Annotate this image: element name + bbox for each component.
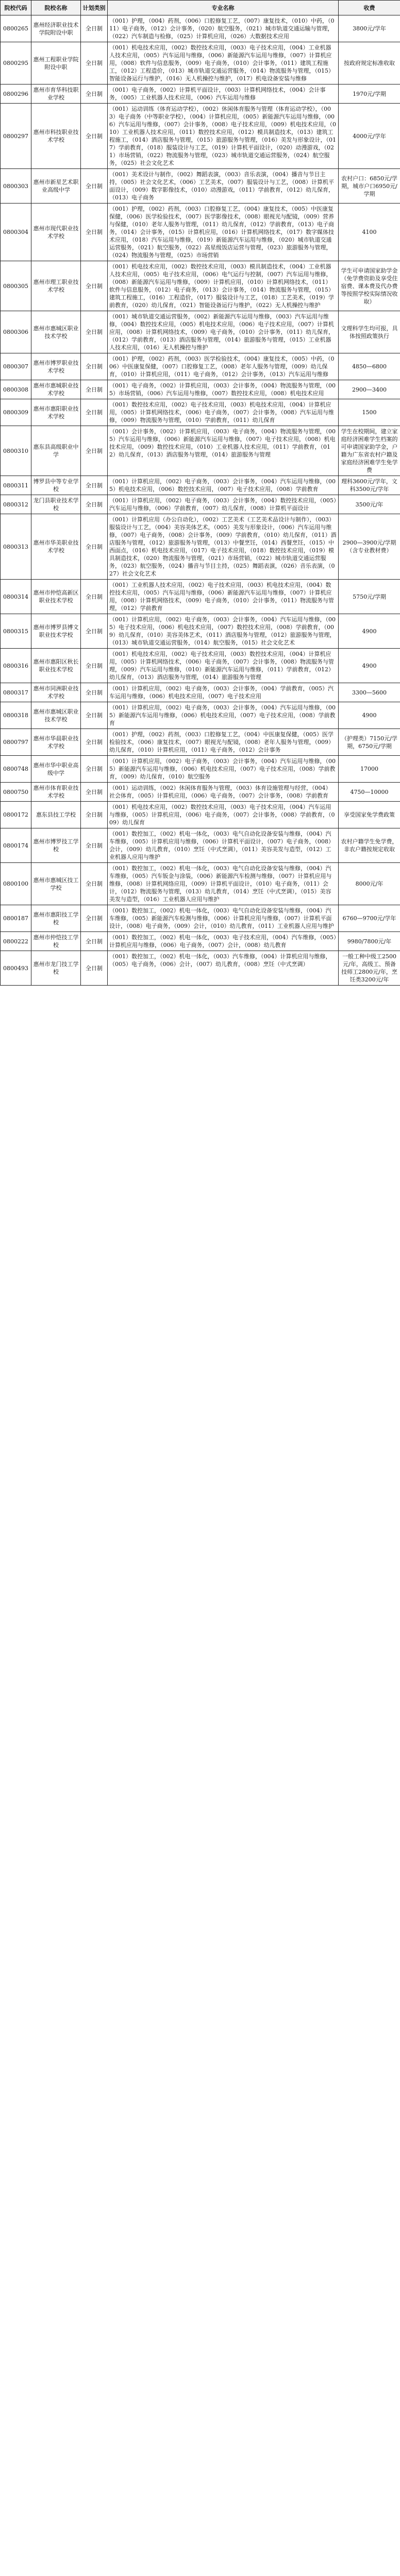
majors-cell: （001）计算机应用（办公自动化），（002）工艺美术（工艺美术品设计与制作），（003）服装设计与工艺，（004）美容美体艺术，（005）美发与形象设计，（006）汽车运用与维修，（007）电子商务，（008）会计事务，（009）学前教育，（010）幼儿保育，（011）酒店服务与管理，（012）旅游服务与管理，（013）中餐烹饪，（014）西餐烹饪，（015）中西面点，（016）机电技术应用，（017）电子技术应用，（018）数控技术应用，（019）模具制造技术，（020）物流服务与管理，（021）市场营销，（022）城市轨道交通运营服务，（023）航空服务，（024）播音与节目主持，（025）舞蹈表演，（026）音乐表演，（027）社会文化艺术: [108, 514, 339, 580]
table-row: [1, 495, 400, 514]
plan-type-cell: 全日制: [81, 951, 108, 986]
plan-type-cell: 全日制: [81, 261, 108, 311]
majors-cell: （001）数控加工，（002）机电一体化，（003）电气自动化设备安装与维修，（004）汽车维修，（005）新能源汽车检测与维修，（006）计算机应用与维修，（007）计算机平面设计，（008）电子商务，（009）会计，（010）幼儿教育，（011）工业机器人应用与维护: [108, 905, 339, 932]
fee-cell: 享受国家免学费政策: [339, 802, 400, 828]
school-code-cell: 0800297: [1, 104, 31, 169]
school-name-cell: 惠州市华美职业技术学校: [31, 514, 81, 580]
majors-cell: （001）电子商务，（002）计算机平面设计，（003）计算机网络技术，（004）会计事务，（005）工业机器人技术应用，（006）汽车运用与维修: [108, 84, 339, 104]
plan-type-cell: 全日制: [81, 649, 108, 683]
school-name-cell: 惠州市现代职业技术学校: [31, 204, 81, 261]
header-fee: 收费: [339, 1, 400, 15]
school-code-cell: 0800265: [1, 15, 31, 42]
table-row: [1, 951, 400, 986]
header-school-name: 院校名称: [31, 1, 81, 15]
plan-type-cell: 全日制: [81, 828, 108, 863]
fee-cell: 1500: [339, 399, 400, 426]
admission-table: [0, 0, 400, 986]
fee-cell: 3800元/学年: [339, 15, 400, 42]
plan-type-cell: 全日制: [81, 426, 108, 476]
school-code-cell: 0800306: [1, 311, 31, 353]
school-code-cell: 0800309: [1, 399, 31, 426]
school-name-cell: 惠州市惠城区技工学校: [31, 863, 81, 905]
fee-cell: 4900: [339, 614, 400, 649]
majors-cell: （001）数控加工，（002）机电一体化，（003）电子技术应用，（004）汽车维修，（005）计算机应用与维修，（006）电子商务，（007）会计，（008）幼儿教育: [108, 932, 339, 951]
plan-type-cell: 全日制: [81, 204, 108, 261]
fee-cell: 农村户口：6850元/学期，城市户口6950元/学期: [339, 169, 400, 204]
school-code-cell: 0800307: [1, 353, 31, 380]
school-name-cell: 龙门县职业技术学校: [31, 495, 81, 514]
school-name-cell: 惠州市惠城区职业技术学校: [31, 702, 81, 729]
school-name-cell: 惠州市新星艺术职业高级中学: [31, 169, 81, 204]
table-row: [1, 932, 400, 951]
school-code-cell: 0800304: [1, 204, 31, 261]
majors-cell: （001）计算机应用，（002）电子商务，（003）会计事务，（004）汽车运用与维修，（005）新能源汽车运用与维修，（006）机电技术应用，（007）电子技术应用，（008）学前教育: [108, 702, 339, 729]
school-code-cell: 0800172: [1, 802, 31, 828]
plan-type-cell: 全日制: [81, 932, 108, 951]
table-row: [1, 476, 400, 495]
majors-cell: （001）数控加工，（002）机电一体化，（003）电气自动化设备安装与维修，（004）汽车维修，（005）汽车钣金与涂装，（006）新能源汽车检测与维修，（007）计算机应用与维修，（008）计算机网络应用，（009）计算机平面设计，（010）电子商务，（011）会计，（012）物流服务与管理，（013）幼儿教育，（014）烹饪（中式烹调），（015）美容美发与造型，（016）工业机器人应用与维护: [108, 863, 339, 905]
table-row: [1, 828, 400, 863]
fee-cell: 学生在校期间，建立家庭经济困难学生档案的可申请国家助学金，户籍为广东省农村户籍及家庭经济困难学生免学费: [339, 426, 400, 476]
majors-cell: （001）数控加工，（002）机电一体化，（003）汽车维修，（004）计算机应用与维修，（005）电子商务，（006）会计，（007）幼儿教育，（008）烹饪（中式烹调）: [108, 951, 339, 986]
majors-cell: （001）计算机应用，（002）电子商务，（003）会计事务，（004）汽车运用与维修，（005）新能源汽车运用与维修，（006）机电技术应用，（007）电子技术应用，（008）学前教育，（009）幼儿保育，（010）航空服务: [108, 756, 339, 783]
school-code-cell: 0800748: [1, 756, 31, 783]
table-row: [1, 702, 400, 729]
table-row: [1, 15, 400, 42]
majors-cell: （001）计算机应用，（002）电子商务，（003）会计事务，（004）学前教育，（005）汽车运用与维修，（006）机电技术应用，（007）电子技术应用: [108, 683, 339, 702]
school-name-cell: 惠州市惠城职业技术学校: [31, 380, 81, 399]
school-name-cell: 惠州市华晨职业技术学校: [31, 729, 81, 756]
school-code-cell: 0800222: [1, 932, 31, 951]
school-code-cell: 0800311: [1, 476, 31, 495]
fee-cell: 4900: [339, 702, 400, 729]
table-row: [1, 580, 400, 614]
majors-cell: （001）计算机应用，（002）电子商务，（003）会计事务，（004）数控技术应用，（005）汽车运用与维修，（006）学前教育，（007）幼儿保育，（008）计算机平面设计: [108, 495, 339, 514]
fee-cell: 农村户籍学生免学费，非农户籍按规定收取: [339, 828, 400, 863]
majors-cell: （001）数控技术应用，（002）电子技术应用，（003）机电技术应用，（004）计算机应用，（005）计算机网络技术，（006）电子商务，（007）会计事务，（008）汽车运用与维修，（009）物流服务与管理，（010）学前教育，（011）幼儿保育: [108, 399, 339, 426]
school-name-cell: 惠州市惠阳区秋长职业技术学校: [31, 649, 81, 683]
plan-type-cell: 全日制: [81, 863, 108, 905]
fee-cell: （护理类）7150元/学期，6750元/学期: [339, 729, 400, 756]
plan-type-cell: 全日制: [81, 42, 108, 84]
school-name-cell: 惠州市理工职业技术学校: [31, 261, 81, 311]
plan-type-cell: 全日制: [81, 476, 108, 495]
table-row: [1, 169, 400, 204]
plan-type-cell: 全日制: [81, 311, 108, 353]
school-code-cell: 0800303: [1, 169, 31, 204]
school-code-cell: 0800305: [1, 261, 31, 311]
table-row: [1, 729, 400, 756]
majors-cell: （001）机电技术应用，（002）数控技术应用，（003）电子技术应用，（004）汽车运用与维修，（005）计算机应用，（006）电子商务，（007）会计事务，（008）学前教育，（009）幼儿保育: [108, 802, 339, 828]
fee-cell: 3500元/年: [339, 495, 400, 514]
plan-type-cell: 全日制: [81, 905, 108, 932]
fee-cell: 4000元/学年: [339, 104, 400, 169]
table-row: [1, 905, 400, 932]
majors-cell: （001）数控加工，（002）机电一体化，（003）电气自动化设备安装与维修，（004）汽车维修，（005）计算机应用与维修，（006）计算机平面设计，（007）电子商务，（008）会计，（009）幼儿教育，（010）烹饪（中式烹调），（011）美容美发与造型，（012）工业机器人应用与维护: [108, 828, 339, 863]
table-row: [1, 514, 400, 580]
header-plan-type: 计划类别: [81, 1, 108, 15]
school-name-cell: 惠州经济职业技术学院附设中职: [31, 15, 81, 42]
fee-cell: 4850—6800: [339, 353, 400, 380]
majors-cell: （001）会计事务，（002）计算机应用，（003）电子商务，（004）物流服务与管理，（005）汽车运用与维修，（006）新能源汽车运用与维修，（007）电子技术应用，（008）机电技术应用，（009）数控技术应用，（010）工业机器人技术应用，（011）学前教育，（012）幼儿保育，（013）酒店服务与管理，（014）旅游服务与管理: [108, 426, 339, 476]
plan-type-cell: 全日制: [81, 756, 108, 783]
table-row: [1, 683, 400, 702]
school-name-cell: 惠州市同洲职业技术学校: [31, 683, 81, 702]
plan-type-cell: 全日制: [81, 729, 108, 756]
table-row: [1, 84, 400, 104]
school-code-cell: 0800315: [1, 614, 31, 649]
fee-cell: 学生可申请国家助学金（免学费资助及享受住宿费、课本费及代办费等按照学校实际情况收取）: [339, 261, 400, 311]
school-code-cell: 0800312: [1, 495, 31, 514]
school-code-cell: 0800750: [1, 783, 31, 802]
school-code-cell: 0800308: [1, 380, 31, 399]
majors-cell: （001）护理，（002）药剂，（003）口腔修复工艺，（004）康复技术，（005）中医康复保健，（006）医学检验技术，（007）医学影像技术，（008）眼视光与配镜，（009）营养与保健，（010）老年人服务与管理，（011）幼儿保育，（012）学前教育，（013）电子商务，（014）会计事务，（015）计算机应用，（016）计算机网络技术，（017）数字媒体技术应用，（018）汽车运用与维修，（019）新能源汽车运用与维修，（020）城市轨道交通运营服务，（021）航空服务，（022）高星级饭店运营与管理，（023）旅游服务与管理，（024）物流服务与管理，（025）市场营销: [108, 204, 339, 261]
fee-cell: 理科3600元/学年，文科3500元/学年: [339, 476, 400, 495]
majors-cell: （001）护理，（002）药剂，（003）口腔修复工艺，（004）中医康复保健，（005）医学检验技术，（006）康复技术，（007）眼视光与配镜，（008）老年人服务与管理，（009）幼儿保育，（010）计算机应用，（011）电子商务，（012）会计事务: [108, 729, 339, 756]
school-name-cell: 惠州市华中职业高级中学: [31, 756, 81, 783]
majors-cell: （001）计算机应用，（002）电子商务，（003）会计事务，（004）汽车运用与维修，（005）电子技术应用，（006）机电技术应用，（007）数控技术应用，（008）学前教育，（009）幼儿保育，（010）美容美体艺术，（011）酒店服务与管理，（012）旅游服务与管理，（013）城市轨道交通运营服务，（014）航空服务，（015）社会文化艺术: [108, 614, 339, 649]
school-name-cell: 惠州市仲恺技工学校: [31, 932, 81, 951]
majors-cell: （001）运动训练，（002）休闲体育服务与管理，（003）体育设施管理与经营，（004）社会体育，（005）计算机应用，（006）电子商务，（007）会计事务，（008）学前教育: [108, 783, 339, 802]
fee-cell: 4750—10000: [339, 783, 400, 802]
school-name-cell: 惠州市惠阳职业技术学校: [31, 399, 81, 426]
majors-cell: （001）美术设计与制作，（002）舞蹈表演，（003）音乐表演，（004）播音与节目主持，（005）社会文化艺术，（006）工艺美术，（007）服装设计与工艺，（008）计算机平面设计，（009）数字影像技术，（010）动漫游戏，（011）学前教育，（012）幼儿保育，（013）电子商务: [108, 169, 339, 204]
school-name-cell: 惠东县高级职业中学: [31, 426, 81, 476]
plan-type-cell: 全日制: [81, 104, 108, 169]
fee-cell: 按政府规定标准收取: [339, 42, 400, 84]
table-row: [1, 426, 400, 476]
plan-type-cell: 全日制: [81, 84, 108, 104]
school-code-cell: 0800296: [1, 84, 31, 104]
school-name-cell: 惠州市博罗职业技术学校: [31, 353, 81, 380]
school-name-cell: 惠州市惠城区职业技术学校: [31, 311, 81, 353]
majors-cell: （001）运动训练（体育运动学校），（002）休闲体育服务与管理（体育运动学校），（003）电子商务（中等职业学校），（004）计算机应用，（005）新能源汽车运用与维修，（006）汽车运用与维修，（007）会计事务，（008）电子技术应用，（009）机电技术应用，（010）工业机器人技术应用，（011）数控技术应用，（012）模具制造技术，（013）建筑工程施工，（014）酒店服务与管理，（015）旅游服务与管理，（016）美发与形象设计，（017）学前教育，（018）服装设计与工艺，（019）计算机平面设计，（020）动漫游戏，（021）市场营销，（022）物流服务与管理，（023）城市轨道交通运营服务，（024）航空服务，（025）社会文化艺术: [108, 104, 339, 169]
school-code-cell: 0800100: [1, 863, 31, 905]
fee-cell: 2900—3900元/学期（含专业教材费）: [339, 514, 400, 580]
fee-cell: 8000元/年: [339, 863, 400, 905]
table-row: [1, 311, 400, 353]
table-row: [1, 261, 400, 311]
school-code-cell: 0800174: [1, 828, 31, 863]
plan-type-cell: 全日制: [81, 683, 108, 702]
school-code-cell: 0800317: [1, 683, 31, 702]
plan-type-cell: 全日制: [81, 614, 108, 649]
plan-type-cell: 全日制: [81, 353, 108, 380]
majors-cell: （001）护理，（002）药剂，（003）医学检验技术，（004）康复技术，（005）中药，（006）中医康复保健，（007）口腔修复工艺，（008）老年人服务与管理，（009）幼儿保育，（010）计算机应用，（011）电子商务，（012）会计事务，（013）汽车运用与维修: [108, 353, 339, 380]
school-name-cell: 惠州市仲恺高新区职业技术学校: [31, 580, 81, 614]
school-code-cell: 0800797: [1, 729, 31, 756]
plan-type-cell: 全日制: [81, 580, 108, 614]
plan-type-cell: 全日制: [81, 380, 108, 399]
table-header-row: [1, 1, 400, 15]
school-name-cell: 惠州市博罗技工学校: [31, 828, 81, 863]
school-name-cell: 惠州市龙门技工学校: [31, 951, 81, 986]
majors-cell: （001）机电技术应用，（002）电子技术应用，（003）数控技术应用，（004）计算机应用，（005）计算机网络技术，（006）电子商务，（007）会计事务，（008）物流服务与管理，（009）汽车运用与维修，（010）新能源汽车运用与维修，（011）学前教育，（012）幼儿保育，（013）酒店服务与管理，（014）旅游服务与管理: [108, 649, 339, 683]
table-row: [1, 649, 400, 683]
table-row: [1, 783, 400, 802]
plan-type-cell: 全日制: [81, 399, 108, 426]
school-name-cell: 惠州市博罗县博文职业技术学校: [31, 614, 81, 649]
fee-cell: 9980/7800元/年: [339, 932, 400, 951]
table-row: [1, 614, 400, 649]
majors-cell: （001）城市轨道交通运营服务，（002）新能源汽车运用与维修，（003）汽车运用与维修，（004）数控技术应用，（005）机电技术应用，（006）电子技术应用，（007）计算机应用，（008）计算机网络技术，（009）电子商务，（010）会计事务，（011）幼儿保育，（012）学前教育，（013）酒店服务与管理，（014）旅游服务与管理，（015）工业机器人技术应用，（016）无人机操控与维护: [108, 311, 339, 353]
header-majors: 专业名称: [108, 1, 339, 15]
school-name-cell: 惠州市育华科技职业学校: [31, 84, 81, 104]
majors-cell: （001）计算机应用，（002）电子商务，（003）会计事务，（004）汽车运用与维修，（005）机电技术应用，（006）数控技术应用，（007）电子技术应用，（008）学前教育: [108, 476, 339, 495]
school-code-cell: 0800314: [1, 580, 31, 614]
majors-cell: （001）机电技术应用，（002）数控技术应用，（003）电子技术应用，（004）工业机器人技术应用，（005）汽车运用与维修，（006）新能源汽车运用与维修，（007）计算机应用，（008）软件与信息服务，（009）电子商务，（010）会计事务，（011）建筑工程施工，（012）工程造价，（013）城市轨道交通运营服务，（014）物流服务与管理，（015）智能设备运行与维护，（016）无人机操控与维护，（017）机电设备安装与维修: [108, 42, 339, 84]
majors-cell: （001）电子商务，（002）计算机应用，（003）会计事务，（004）物流服务与管理，（005）市场营销，（006）汽车运用与维修，（007）数控技术应用，（008）机电技术应用: [108, 380, 339, 399]
header-school-code: 院校代码: [1, 1, 31, 15]
table-row: [1, 42, 400, 84]
plan-type-cell: 全日制: [81, 783, 108, 802]
table-row: [1, 104, 400, 169]
plan-type-cell: 全日制: [81, 15, 108, 42]
table-row: [1, 802, 400, 828]
fee-cell: 一般工种中级工2500元/年，高级工、预备技师工2800元/年，烹饪类3200元/年: [339, 951, 400, 986]
plan-type-cell: 全日制: [81, 702, 108, 729]
fee-cell: 2900—3400: [339, 380, 400, 399]
fee-cell: 4100: [339, 204, 400, 261]
school-name-cell: 惠州市惠阳技工学校: [31, 905, 81, 932]
fee-cell: 3300—5600: [339, 683, 400, 702]
table-row: [1, 380, 400, 399]
school-name-cell: 惠州市科技职业技术学校: [31, 104, 81, 169]
table-row: [1, 353, 400, 380]
fee-cell: 5750元/学期: [339, 580, 400, 614]
fee-cell: 6760—9700元/学年: [339, 905, 400, 932]
plan-type-cell: 全日制: [81, 169, 108, 204]
majors-cell: （001）工业机器人技术应用，（002）电子技术应用，（003）机电技术应用，（004）数控技术应用，（005）汽车运用与维修，（006）新能源汽车运用与维修，（007）计算机应用，（008）计算机网络技术，（009）电子商务，（010）会计事务，（011）物流服务与管理，（012）学前教育: [108, 580, 339, 614]
school-name-cell: 惠州市体育职业技术学校: [31, 783, 81, 802]
table-row: [1, 863, 400, 905]
school-code-cell: 0800295: [1, 42, 31, 84]
school-name-cell: 惠州工程职业学院附设中职: [31, 42, 81, 84]
table-row: [1, 399, 400, 426]
fee-cell: 文理科学生均可报，具体按照政策执行: [339, 311, 400, 353]
majors-cell: （001）护理，（004）药剂，（006）口腔修复工艺，（007）康复技术，（010）中药，（011）电子商务，（012）会计事务，（020）航空服务，（021）城市轨道交通运输与管理，（022）汽车制造与检修，（025）计算机应用，（026）大数据技术应用: [108, 15, 339, 42]
school-code-cell: 0800313: [1, 514, 31, 580]
fee-cell: 1970元/学期: [339, 84, 400, 104]
table-row: [1, 204, 400, 261]
school-code-cell: 0800316: [1, 649, 31, 683]
school-name-cell: 博罗县中等专业学校: [31, 476, 81, 495]
school-code-cell: 0800187: [1, 905, 31, 932]
plan-type-cell: 全日制: [81, 495, 108, 514]
school-code-cell: 0800310: [1, 426, 31, 476]
fee-cell: 4900: [339, 649, 400, 683]
plan-type-cell: 全日制: [81, 514, 108, 580]
majors-cell: （001）机电技术应用，（002）数控技术应用，（003）模具制造技术，（004）工业机器人技术应用，（005）电子技术应用，（006）电气运行与控制，（007）汽车运用与维修，（008）新能源汽车运用与维修，（009）计算机应用，（010）计算机网络技术，（011）软件与信息服务，（012）电子商务，（013）会计事务，（014）物流服务与管理，（015）建筑工程施工，（016）工程造价，（017）服装设计与工艺，（018）工艺美术，（019）学前教育，（020）幼儿保育，（021）智能设备运行与维护，（022）无人机操控与维护: [108, 261, 339, 311]
plan-type-cell: 全日制: [81, 802, 108, 828]
table-row: [1, 756, 400, 783]
school-name-cell: 惠东县技工学校: [31, 802, 81, 828]
school-code-cell: 0800318: [1, 702, 31, 729]
fee-cell: 17000: [339, 756, 400, 783]
school-code-cell: 0800493: [1, 951, 31, 986]
